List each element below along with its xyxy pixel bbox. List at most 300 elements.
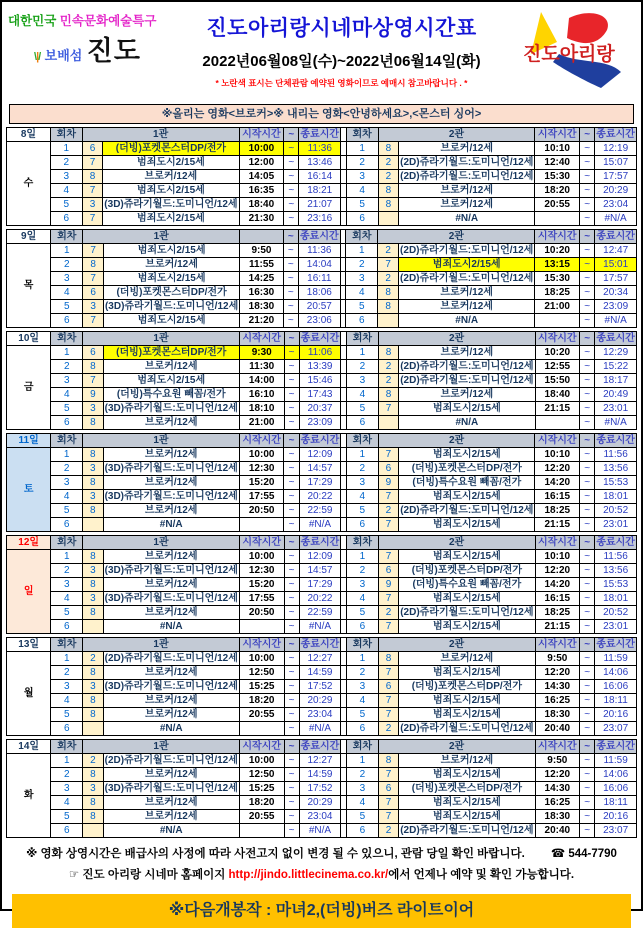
- day-header-row: [7, 536, 637, 550]
- screen2-header: 2관: [378, 434, 535, 448]
- end-time-cell: 13:39: [299, 360, 341, 374]
- tilde-cell: ~: [580, 476, 595, 490]
- session-no-cell: 4: [346, 796, 378, 810]
- movie-code-cell: 7: [378, 708, 398, 722]
- movie-title-cell: 범죄도시2/15세: [399, 796, 535, 810]
- schedule-row: [7, 578, 637, 592]
- tilde-cell: ~: [580, 286, 595, 300]
- session-no-cell: 1: [50, 142, 82, 156]
- session-no-cell: 1: [346, 346, 378, 360]
- session-no-cell: 1: [51, 346, 83, 360]
- start-time-cell: 12:40: [535, 156, 580, 170]
- schedule-row: [7, 550, 637, 564]
- session-no-cell: 3: [346, 578, 378, 592]
- end-time-cell: 20:52: [595, 504, 637, 518]
- start-time-header: 시작시간: [239, 536, 284, 550]
- movie-code-cell: 8: [83, 448, 103, 462]
- tilde-cell: ~: [580, 314, 595, 328]
- end-time-cell: 22:59: [299, 504, 341, 518]
- movie-title-cell: 브로커/12세: [103, 170, 239, 184]
- session-no-cell: 5: [51, 708, 83, 722]
- start-time-cell: 11:55: [240, 258, 283, 272]
- movie-code-cell: 8: [378, 142, 399, 156]
- tilde-cell: ~: [284, 184, 299, 198]
- movie-title-cell: (더빙)포켓몬스터DP/전가: [399, 564, 535, 578]
- end-time-cell: 12:09: [299, 448, 341, 462]
- movie-title-cell: 범죄도시2/15세: [399, 518, 535, 532]
- session-no-cell: 6: [51, 518, 83, 532]
- start-time-cell: 18:20: [239, 796, 284, 810]
- movie-title-cell: 범죄도시2/15세: [399, 768, 535, 782]
- tilde-cell: ~: [580, 212, 595, 226]
- session-no-cell: 3: [50, 170, 82, 184]
- schedule-row: [7, 652, 637, 666]
- movie-code-cell: 8: [378, 346, 398, 360]
- movie-code-cell: 2: [378, 360, 398, 374]
- movie-title-cell: (3D)쥬라기월드:도미니언/12세: [104, 402, 238, 414]
- movie-title-cell: 브로커/12세: [103, 360, 239, 374]
- end-time-cell: 17:52: [299, 680, 341, 694]
- session-no-cell: 1: [346, 448, 378, 462]
- start-time-cell: 20:50: [239, 504, 284, 518]
- start-time-header: 시작시간: [239, 434, 284, 448]
- start-time-cell: 10:00: [239, 142, 284, 156]
- day-date-cell: 14일: [7, 740, 51, 754]
- movie-code-cell: 7: [378, 666, 398, 680]
- end-time-cell: 16:06: [595, 680, 637, 694]
- tilde-cell: ~: [284, 550, 299, 564]
- start-time-cell: 20:40: [535, 722, 580, 736]
- screen2-header: 2관: [378, 536, 535, 550]
- movie-code-cell: 8: [83, 606, 103, 620]
- movie-title-cell: 브로커/12세: [103, 448, 239, 462]
- session-no-cell: 6: [51, 620, 83, 634]
- tilde-header: ~: [580, 638, 595, 652]
- tilde-cell: ~: [580, 462, 595, 476]
- movie-title-cell: (2D)쥬라기월드:도미니언/12세: [400, 824, 534, 836]
- movie-title-cell: 브로커/12세: [103, 694, 239, 708]
- session-no-cell: 5: [51, 300, 83, 314]
- start-time-cell: 10:20: [535, 346, 580, 360]
- day-name-cell: 수: [7, 142, 51, 226]
- movie-title-cell: #N/A: [103, 620, 239, 634]
- schedule-row: [7, 300, 637, 314]
- round-header: 회차: [346, 536, 378, 550]
- session-no-cell: 1: [51, 448, 83, 462]
- session-no-cell: 1: [346, 244, 378, 258]
- end-time-header: 종료시간: [300, 230, 339, 242]
- end-time-header: 종료시간: [300, 740, 340, 752]
- tilde-cell: ~: [284, 462, 299, 476]
- start-time-cell: 16:30: [240, 286, 283, 300]
- start-time-cell: 20:55: [239, 708, 284, 722]
- movie-code-cell: [83, 722, 103, 736]
- movie-code-cell: 2: [378, 170, 399, 184]
- movie-title-cell: 범죄도시2/15세: [103, 314, 239, 328]
- end-time-header: 종료시간: [596, 434, 635, 446]
- session-no-cell: 3: [51, 680, 83, 694]
- end-time-cell: 23:16: [299, 212, 341, 226]
- end-time-cell: 15:01: [595, 258, 637, 272]
- movie-title-cell: #N/A: [399, 314, 535, 328]
- end-time-cell: 20:57: [299, 300, 341, 314]
- movie-code-cell: 8: [83, 504, 103, 518]
- end-time-cell: 13:56: [595, 564, 637, 578]
- movie-code-cell: 8: [83, 694, 103, 708]
- tilde-header: ~: [284, 434, 299, 448]
- movie-code-cell: 7: [82, 156, 103, 170]
- tilde-cell: ~: [284, 156, 299, 170]
- session-no-cell: 1: [346, 142, 378, 156]
- schedule-row: [7, 666, 637, 680]
- start-time-cell: 10:10: [535, 448, 580, 462]
- jindo-county-logo: [8, 8, 176, 67]
- movie-code-cell: 7: [378, 402, 398, 416]
- start-time-cell: 15:30: [535, 272, 580, 286]
- movie-title-cell: 범죄도시2/15세: [103, 212, 239, 226]
- end-time-cell: 14:57: [299, 462, 341, 476]
- session-no-cell: 3: [346, 374, 378, 388]
- start-time-cell: 12:20: [535, 666, 580, 680]
- end-time-cell: 20:29: [299, 694, 341, 708]
- movie-code-cell: 6: [378, 782, 398, 796]
- day-header-row: [7, 230, 637, 244]
- end-time-cell: 15:22: [595, 360, 637, 374]
- day-name-cell: 월: [7, 652, 51, 736]
- movie-title-cell: 범죄도시2/15세: [399, 490, 535, 504]
- end-time-cell: 14:06: [595, 768, 637, 782]
- movie-title-cell: #N/A: [103, 722, 239, 736]
- movie-title-cell: (2D)쥬라기월드:도미니언/12세: [104, 652, 238, 664]
- start-time-cell: 21:00: [535, 300, 580, 314]
- day-name-cell: 토: [7, 448, 51, 532]
- start-time-header: 시작시간: [535, 230, 580, 244]
- tilde-cell: ~: [580, 448, 595, 462]
- tilde-cell: ~: [284, 824, 299, 838]
- day-name-cell: 금: [7, 346, 51, 430]
- movie-code-cell: 9: [378, 476, 398, 490]
- session-no-cell: 5: [346, 198, 378, 212]
- end-time-cell: 23:04: [299, 810, 341, 824]
- round-header: 회차: [346, 128, 378, 142]
- schedule-row: [7, 156, 637, 170]
- end-time-cell: 23:01: [595, 620, 637, 634]
- end-time-cell: 18:17: [595, 374, 637, 388]
- start-time-cell: 15:50: [535, 374, 580, 388]
- tilde-cell: ~: [580, 606, 595, 620]
- tilde-cell: ~: [580, 490, 595, 504]
- screen2-header: 2관: [378, 128, 535, 142]
- schedule-change-note: ※ 영화 상영시간은 배급사의 사정에 따라 사전고지 없이 변경 될 수 있으니, 관람 당일 확인 바랍니다.: [26, 848, 525, 860]
- movie-code-cell: 8: [83, 796, 103, 810]
- session-no-cell: 1: [51, 550, 83, 564]
- tilde-header: ~: [283, 230, 298, 244]
- start-time-cell: 18:25: [535, 504, 580, 518]
- schedule-row: [7, 782, 637, 796]
- end-time-cell: 14:57: [299, 564, 341, 578]
- movie-title-cell: #N/A: [103, 824, 239, 838]
- session-no-cell: 6: [346, 212, 378, 226]
- day-header-row: [7, 332, 637, 346]
- schedule-row: [7, 198, 637, 212]
- movie-title-cell: 범죄도시2/15세: [103, 184, 239, 198]
- movie-title-cell: (2D)쥬라기월드:도미니언/12세: [400, 244, 534, 256]
- movie-code-cell: 3: [83, 490, 103, 504]
- logo-text-jindo: 진도: [86, 36, 141, 67]
- start-time-cell: 16:25: [535, 694, 580, 708]
- tilde-cell: ~: [580, 504, 595, 518]
- session-no-cell: 6: [51, 314, 83, 328]
- end-time-cell: 20:22: [299, 592, 341, 606]
- session-no-cell: 3: [51, 578, 83, 592]
- session-no-cell: 5: [51, 810, 83, 824]
- session-no-cell: 4: [346, 490, 378, 504]
- movie-code-cell: 3: [83, 564, 103, 578]
- start-time-cell: 10:00: [239, 652, 284, 666]
- round-header: 회차: [51, 536, 83, 550]
- movie-code-cell: 8: [378, 754, 398, 768]
- movie-code-cell: 7: [378, 796, 398, 810]
- movie-code-cell: 8: [83, 476, 103, 490]
- tilde-cell: ~: [284, 620, 299, 634]
- movie-code-cell: [378, 416, 398, 430]
- end-time-cell: 23:07: [595, 722, 637, 736]
- start-time-cell: [535, 416, 580, 430]
- movie-title-cell: (더빙)특수요원 빼꼼/전가: [399, 578, 535, 592]
- end-time-header: 종료시간: [300, 536, 340, 548]
- tilde-cell: ~: [580, 300, 595, 314]
- movie-code-cell: 6: [82, 142, 103, 156]
- movie-code-cell: 3: [83, 592, 103, 606]
- session-no-cell: 6: [346, 416, 378, 430]
- end-time-header: 종료시간: [300, 128, 340, 140]
- upcoming-movies-banner: ※다음개봉작 : 마녀2,(더빙)버즈 라이트이어: [12, 894, 631, 928]
- tilde-cell: ~: [580, 360, 595, 374]
- movie-title-cell: 범죄도시2/15세: [399, 592, 535, 606]
- start-time-cell: 12:50: [239, 666, 284, 680]
- schedule-row: [7, 564, 637, 578]
- tilde-cell: ~: [580, 666, 595, 680]
- day-date-cell: 9일: [7, 230, 51, 244]
- end-time-cell: 20:34: [595, 286, 637, 300]
- movie-code-cell: 8: [378, 198, 399, 212]
- movie-title-cell: (3D)쥬라기월드:도미니언/12세: [104, 490, 238, 502]
- day-schedule-table: [6, 637, 637, 736]
- end-time-cell: 18:11: [595, 796, 637, 810]
- session-no-cell: 4: [51, 490, 83, 504]
- schedule-row: [7, 374, 637, 388]
- movie-title-cell: #N/A: [399, 416, 535, 430]
- tilde-header: ~: [284, 128, 299, 142]
- end-time-cell: 17:29: [299, 476, 341, 490]
- movie-code-cell: 2: [378, 374, 398, 388]
- day-name-cell: 목: [7, 244, 51, 328]
- tilde-cell: ~: [580, 272, 595, 286]
- start-time-cell: [239, 722, 284, 736]
- schedule-row: [7, 694, 637, 708]
- movie-code-cell: 7: [378, 258, 399, 272]
- tilde-header: ~: [284, 332, 299, 346]
- start-time-header: 시작시간: [535, 128, 580, 142]
- day-schedule-table: [6, 127, 637, 226]
- tilde-header: ~: [580, 740, 595, 754]
- end-time-cell: #N/A: [299, 620, 341, 634]
- session-no-cell: 2: [346, 156, 378, 170]
- round-header: 회차: [346, 332, 378, 346]
- schedule-row: [7, 286, 637, 300]
- end-time-cell: 12:47: [595, 244, 637, 258]
- end-time-cell: 22:59: [299, 606, 341, 620]
- start-time-cell: 18:20: [535, 184, 580, 198]
- round-header: 회차: [346, 740, 378, 754]
- end-time-cell: #N/A: [595, 212, 637, 226]
- homepage-link[interactable]: http://jindo.littlecinema.co.kr/: [228, 869, 389, 881]
- end-time-header: 종료시간: [596, 638, 635, 650]
- movie-title-cell: (2D)쥬라기월드:도미니언/12세: [400, 156, 534, 168]
- homepage-note-prefix: ☞ 진도 아리랑 시네마 홈페이지: [68, 869, 229, 881]
- start-time-cell: 15:20: [239, 476, 284, 490]
- movie-title-cell: 범죄도시2/15세: [399, 708, 535, 722]
- movie-title-cell: (더빙)포켓몬스터DP/전가: [103, 142, 239, 156]
- tilde-cell: ~: [580, 592, 595, 606]
- start-time-cell: 14:25: [240, 272, 283, 286]
- end-time-cell: 16:11: [299, 272, 341, 286]
- movie-code-cell: [83, 824, 103, 838]
- tilde-cell: ~: [284, 680, 299, 694]
- schedule-row: [7, 258, 637, 272]
- tilde-cell: ~: [580, 518, 595, 532]
- movie-title-cell: (더빙)포켓몬스터DP/전가: [103, 346, 239, 360]
- end-time-cell: 17:43: [299, 388, 341, 402]
- end-time-cell: 20:16: [595, 810, 637, 824]
- tilde-cell: ~: [284, 782, 299, 796]
- schedule-row: [7, 768, 637, 782]
- tilde-cell: ~: [284, 448, 299, 462]
- end-time-cell: 18:06: [299, 286, 341, 300]
- tilde-cell: ~: [284, 402, 299, 416]
- movie-code-cell: 7: [378, 518, 398, 532]
- start-time-cell: [239, 518, 284, 532]
- session-no-cell: 6: [346, 518, 378, 532]
- start-time-cell: [239, 620, 284, 634]
- end-time-cell: 16:14: [299, 170, 341, 184]
- screen2-header: 2관: [378, 740, 535, 754]
- start-time-header: 시작시간: [239, 128, 284, 142]
- session-no-cell: 6: [346, 620, 378, 634]
- session-no-cell: 3: [346, 272, 378, 286]
- movie-code-cell: 6: [83, 346, 103, 360]
- schedule-row: [7, 346, 637, 360]
- tilde-cell: ~: [580, 550, 595, 564]
- round-header: 회차: [51, 434, 83, 448]
- tilde-cell: ~: [580, 402, 595, 416]
- movie-code-cell: 8: [83, 416, 103, 430]
- movie-code-cell: 3: [83, 300, 104, 314]
- start-time-cell: 9:30: [239, 346, 284, 360]
- start-time-cell: 16:15: [535, 490, 580, 504]
- session-no-cell: 5: [346, 504, 378, 518]
- session-no-cell: 4: [346, 184, 378, 198]
- start-time-cell: 18:20: [239, 694, 284, 708]
- movie-title-cell: 브로커/12세: [103, 416, 239, 430]
- screen2-header: 2관: [378, 230, 535, 244]
- tilde-cell: ~: [283, 286, 298, 300]
- movie-code-cell: 2: [378, 606, 398, 620]
- end-time-cell: 23:04: [299, 708, 341, 722]
- session-no-cell: 1: [346, 550, 378, 564]
- movie-title-cell: (2D)쥬라기월드:도미니언/12세: [400, 360, 534, 372]
- session-no-cell: 5: [50, 198, 82, 212]
- start-time-cell: 20:40: [535, 824, 580, 838]
- end-time-cell: 20:37: [299, 402, 341, 416]
- tilde-cell: ~: [284, 592, 299, 606]
- movie-title-cell: (더빙)특수요원 빼꼼/전가: [103, 388, 239, 402]
- end-time-cell: 16:06: [595, 782, 637, 796]
- start-time-header: 시작시간: [535, 536, 580, 550]
- movie-title-cell: 범죄도시2/15세: [399, 448, 535, 462]
- start-time-cell: 15:25: [239, 782, 284, 796]
- tilde-cell: ~: [284, 504, 299, 518]
- round-header: 회차: [51, 230, 83, 244]
- start-time-header: 시작시간: [535, 638, 580, 652]
- schedule-row: [7, 402, 637, 416]
- movie-title-cell: 브로커/12세: [399, 346, 535, 360]
- page-title: 진도아리랑시네마상영시간표: [206, 17, 477, 40]
- schedule-row: [7, 592, 637, 606]
- tilde-cell: ~: [284, 606, 299, 620]
- schedule-row: [7, 388, 637, 402]
- movie-code-cell: 8: [83, 578, 103, 592]
- session-no-cell: 2: [51, 360, 83, 374]
- tilde-cell: ~: [580, 754, 595, 768]
- movie-title-cell: 범죄도시2/15세: [399, 550, 535, 564]
- schedule-row: [7, 272, 637, 286]
- start-time-cell: 9:50: [535, 652, 580, 666]
- day-date-cell: 8일: [7, 128, 51, 142]
- day-schedule-table: [6, 535, 637, 634]
- end-time-cell: 23:04: [595, 198, 637, 212]
- movie-code-cell: 7: [378, 490, 398, 504]
- movie-title-cell: 브로커/12세: [399, 652, 535, 666]
- session-no-cell: 3: [51, 476, 83, 490]
- tilde-cell: ~: [284, 170, 299, 184]
- session-no-cell: 5: [346, 708, 378, 722]
- tilde-cell: ~: [580, 722, 595, 736]
- round-header: 회차: [51, 638, 83, 652]
- movie-code-cell: 9: [83, 388, 103, 402]
- end-time-cell: 15:53: [595, 578, 637, 592]
- tilde-cell: ~: [580, 346, 595, 360]
- tilde-cell: ~: [284, 212, 299, 226]
- movie-title-cell: (3D)쥬라기월드:도미니언/12세: [104, 592, 238, 604]
- movie-title-cell: 브로커/12세: [399, 754, 535, 768]
- end-time-cell: 15:53: [595, 476, 637, 490]
- end-time-cell: 23:09: [595, 300, 637, 314]
- movie-title-cell: 범죄도시2/15세: [103, 374, 239, 388]
- start-time-cell: [535, 314, 580, 328]
- end-time-cell: 14:06: [595, 666, 637, 680]
- start-time-cell: 14:00: [239, 374, 284, 388]
- yellow-highlight-notice: * 노란색 표시는 단체관람 예약된 영화이므로 예매시 참고바랍니다 . *: [215, 78, 468, 88]
- start-time-cell: 21:15: [535, 402, 580, 416]
- day-date-cell: 12일: [7, 536, 51, 550]
- start-time-cell: 21:15: [535, 620, 580, 634]
- schedule-row: [7, 448, 637, 462]
- end-time-cell: 17:57: [595, 170, 637, 184]
- session-no-cell: 3: [346, 782, 378, 796]
- tilde-cell: ~: [284, 476, 299, 490]
- end-time-cell: 15:46: [299, 374, 341, 388]
